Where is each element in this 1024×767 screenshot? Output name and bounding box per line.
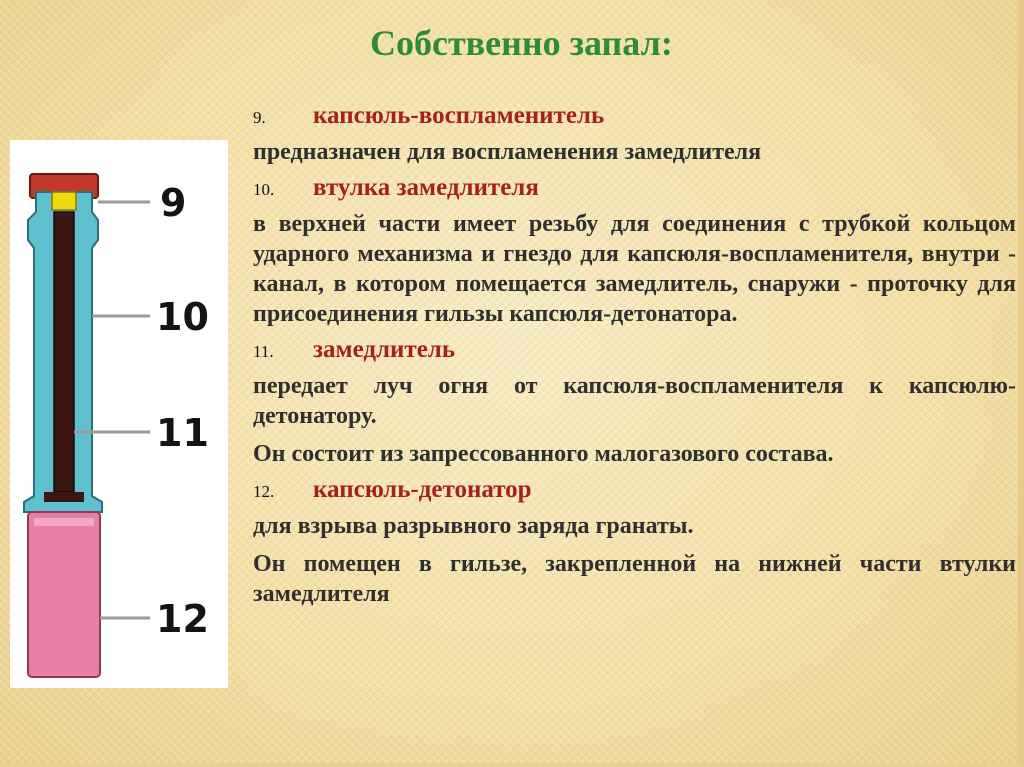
- list-item: [253, 475, 1016, 507]
- primer-cap: [52, 192, 76, 210]
- item-description: Он помещен в гильзе, закрепленной на нижней части втулки замедлителя: [253, 551, 1016, 607]
- item-term: капсюль-воспламенитель: [313, 102, 605, 129]
- label-11: 11: [156, 411, 209, 455]
- delay-channel-base: [44, 492, 84, 502]
- label-10: 10: [156, 295, 209, 339]
- label-9: 9: [160, 181, 187, 225]
- item-description: в верхней части имеет резьбу для соединения с трубкой кольцом ударного механизма и гнездо для капсюля-воспламенителя, внутри - канал, в котором помещается замедлитель, снаружи - проточку для присоединения гильзы капсюля-детонатора.: [253, 211, 1016, 327]
- item-number: 9.: [253, 108, 266, 127]
- item-term: капсюль-детонатор: [313, 476, 532, 503]
- slide-content: [253, 95, 1016, 609]
- list-item: [253, 101, 1016, 133]
- list-item: [253, 173, 1016, 205]
- fuze-diagram-svg: [10, 140, 228, 688]
- item-number: 11.: [253, 342, 274, 361]
- item-number: 12.: [253, 482, 275, 501]
- item-term: замедлитель: [313, 336, 456, 363]
- detonator-shell: [28, 512, 100, 677]
- item-term: втулка замедлителя: [313, 174, 539, 201]
- item-description: передает луч огня от капсюля-воспламенителя к капсюлю-детонатору.: [253, 373, 1016, 429]
- delay-channel: [54, 212, 74, 492]
- item-number: 10.: [253, 180, 275, 199]
- label-12: 12: [156, 597, 209, 641]
- fuze-diagram: [10, 140, 228, 688]
- item-description: предназначен для воспламенения замедлителя: [253, 139, 762, 165]
- detonator-shell-top: [34, 518, 94, 526]
- item-description: Он состоит из запрессованного малогазового состава.: [253, 441, 834, 467]
- list-item: [253, 335, 1016, 367]
- slide-title: Собственно запал:: [370, 23, 673, 63]
- item-description: для взрыва разрывного заряда гранаты.: [253, 513, 694, 539]
